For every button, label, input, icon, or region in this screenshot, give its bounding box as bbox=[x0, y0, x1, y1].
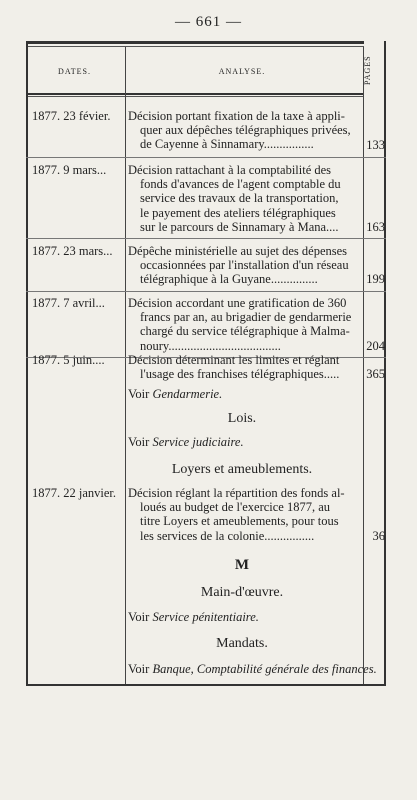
letter-heading: M bbox=[234, 557, 250, 573]
entry-text bbox=[128, 244, 356, 287]
page-number: — 661 — bbox=[175, 14, 242, 30]
entry-line: noury.................................... bbox=[140, 338, 281, 353]
table-bottom-rule bbox=[26, 684, 386, 686]
header-bottom-rule bbox=[28, 93, 364, 95]
see-also-mandats: Voir Banque, Comptabilité générale des finances. bbox=[128, 662, 377, 676]
see-also-gendarmerie: Voir Gendarmerie. bbox=[128, 387, 223, 401]
section-main-oeuvre: Main-d'œuvre. bbox=[200, 585, 284, 600]
header-dates: DATES. bbox=[58, 67, 91, 76]
entry-line: Décision réglant la répartition des fonds al- bbox=[128, 486, 345, 500]
entry-line: Décision portant fixation de la taxe à appli- bbox=[128, 109, 345, 123]
entry-page: 133 bbox=[366, 138, 385, 152]
section-lois: Lois. bbox=[227, 411, 257, 426]
entry-line: Décision accordant une gratification de 360 bbox=[128, 296, 347, 310]
entry-separator bbox=[26, 291, 386, 292]
entry-line: fonds d'avances de l'agent comptable du bbox=[140, 177, 341, 192]
entry-page: 36 bbox=[372, 529, 385, 543]
entry-text bbox=[128, 353, 356, 381]
entry-line: chargé du service télégraphique à Malma- bbox=[140, 324, 350, 339]
entry-date: 1877. 22 janvier. bbox=[32, 486, 117, 500]
see-also-main-oeuvre: Voir Service pénitentiaire. bbox=[128, 610, 259, 624]
entry-line: l'usage des franchises télégraphiques..... bbox=[140, 367, 340, 382]
entry-date: 1877. 5 juin.... bbox=[32, 353, 105, 367]
entry-line: Décision déterminant les limites et réglant bbox=[128, 353, 340, 367]
section-loyers: Loyers et ameublements. bbox=[171, 462, 313, 477]
table-top-rule-thin bbox=[28, 46, 364, 47]
header-analyse: ANALYSE. bbox=[218, 67, 266, 76]
entry-page: 365 bbox=[366, 367, 385, 381]
entry-line: loués au budget de l'exercice 1877, au bbox=[140, 500, 331, 515]
entry-separator bbox=[26, 238, 386, 239]
entry-date: 1877. 7 avril... bbox=[32, 296, 105, 310]
entry-text bbox=[128, 163, 356, 234]
entry-page: 204 bbox=[366, 339, 385, 353]
entry-line: francs par an, au brigadier de gendarmerie bbox=[140, 310, 352, 325]
table-top-rule bbox=[28, 41, 364, 44]
entry-page: 199 bbox=[366, 272, 385, 286]
entry-date: 1877. 23 févier. bbox=[32, 109, 111, 123]
entry-text bbox=[128, 486, 356, 543]
entry-page: 163 bbox=[366, 220, 385, 234]
entry-separator bbox=[26, 157, 386, 158]
entry-line: sur le parcours de Sinnamary à Mana.... bbox=[140, 219, 339, 234]
section-mandats: Mandats. bbox=[216, 636, 268, 651]
entry-line: quer aux dépêches télégraphiques privées, bbox=[140, 123, 351, 138]
entry-date: 1877. 23 mars... bbox=[32, 244, 113, 258]
entry-line: service des travaux de la transportation, bbox=[140, 191, 339, 206]
entry-line: le payement des ateliers télégraphiques bbox=[140, 205, 336, 220]
header-pages: PAGES bbox=[363, 55, 372, 85]
entry-text bbox=[128, 296, 356, 353]
entry-line: télégraphique à la Guyane............... bbox=[140, 272, 318, 287]
see-also-lois: Voir Service judiciaire. bbox=[128, 435, 244, 449]
entry-line: Dépêche ministérielle au sujet des dépenses bbox=[128, 244, 348, 258]
entry-line: Décision rattachant à la comptabilité des bbox=[128, 163, 332, 177]
entry-line: de Cayenne à Sinnamary................ bbox=[140, 137, 314, 152]
entry-text bbox=[128, 109, 356, 152]
entry-line: occasionnées par l'installation d'un réseau bbox=[140, 258, 349, 273]
entry-line: les services de la colonie................ bbox=[140, 528, 315, 543]
entry-line: titre Loyers et ameublements, pour tous bbox=[140, 514, 339, 529]
entry-date: 1877. 9 mars... bbox=[32, 163, 107, 177]
header-bottom-rule-thin bbox=[28, 96, 364, 97]
